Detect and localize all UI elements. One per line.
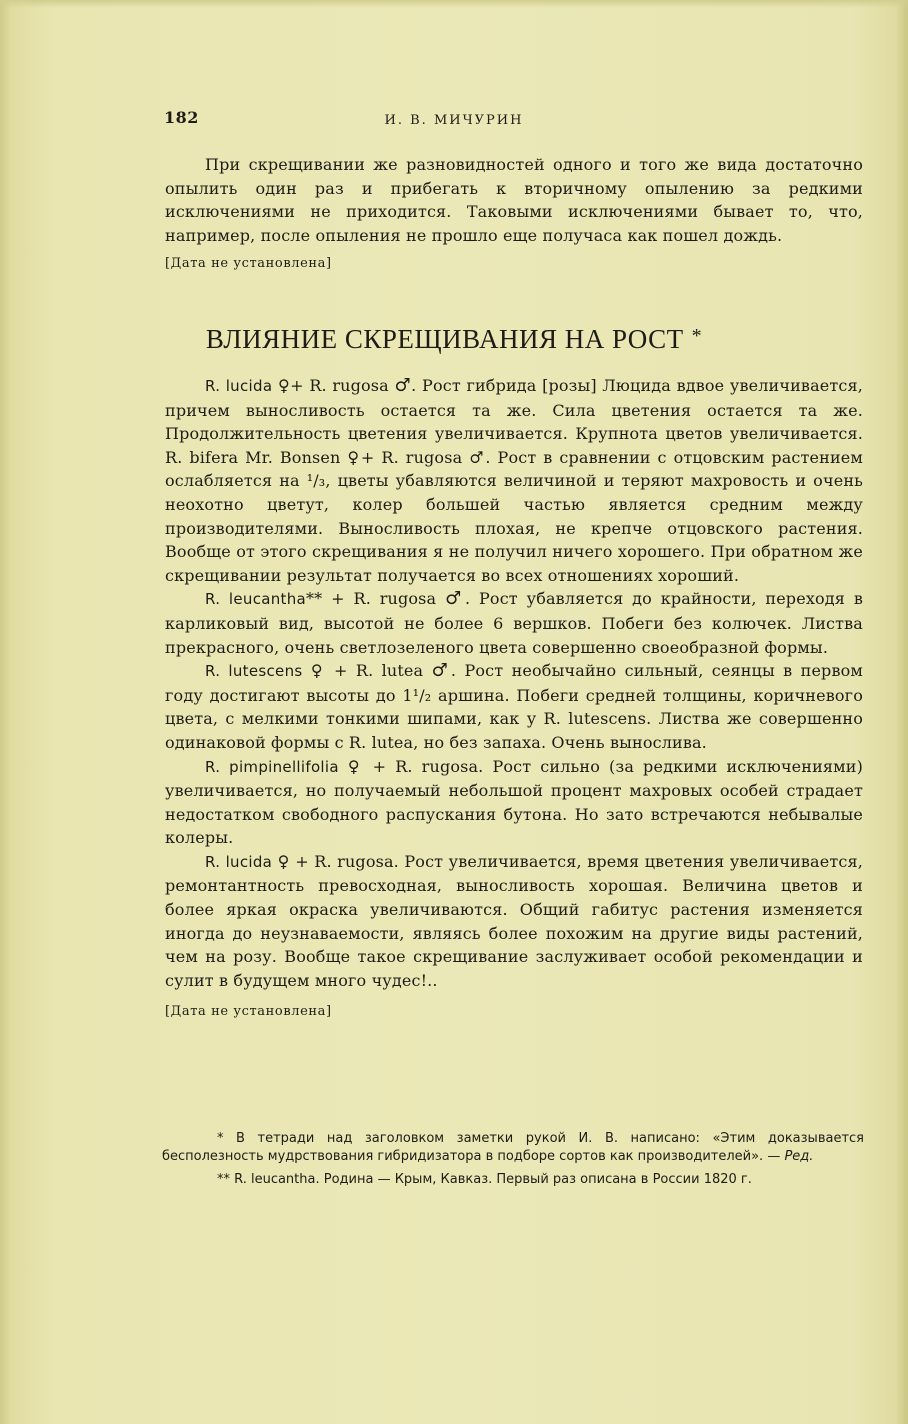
male-symbol: ♂ xyxy=(431,660,451,682)
cross-formula: ♀ + R. rugosa xyxy=(277,851,394,871)
male-symbol: ♂ xyxy=(445,588,465,610)
article-date-note: [Дата не установлена] xyxy=(165,1004,332,1020)
intro-section xyxy=(165,153,863,276)
footnote-1-editor: Ред. xyxy=(784,1148,814,1164)
page-number: 182 xyxy=(164,108,199,127)
intro-paragraph: При скрещивании же разновидностей одного и того же вида достаточно опылить один раз и прибегать к вторичному опылению за редкими исключениями не приходится. Таковыми исключениями бывает то, что, например, после опыления не прошло еще получаса как пошел дождь. xyxy=(165,155,863,245)
species-name: R. lucida xyxy=(205,852,273,871)
cross-formula: ♀ + R. lutea xyxy=(310,661,424,681)
cross-formula: ** + R. rugosa xyxy=(306,589,437,609)
footnote-1-text: * В тетради над заголовком заметки рукой И. В. написано: «Этим доказывается бесполезность мудрствования гибридизатора в подборе сортов как производителей». — xyxy=(162,1131,864,1164)
article-body xyxy=(165,374,863,1024)
title-footnote-mark: * xyxy=(691,325,703,347)
footnote-2: ** R. leucantha. Родина — Крым, Кавказ. Первый раз описана в России 1820 г. xyxy=(217,1172,752,1187)
page-edge-right xyxy=(896,0,908,1424)
male-symbol: ♂ xyxy=(394,375,412,396)
species-name: R. lutescens xyxy=(205,662,303,681)
page-edge-top xyxy=(0,0,908,8)
species-name: R. leucantha xyxy=(205,590,307,609)
running-head: И. В. МИЧУРИН xyxy=(384,113,524,128)
paragraph-text: . Рост убавляется до крайности, переходя в карликовый вид, высотой не более 6 вершков. Побеги без колючек. Листва прекрасного, очень светлозеленого цвета совершенно своеобразной формы. xyxy=(165,589,863,657)
cross-formula: ♀+ R. rugosa xyxy=(277,376,389,395)
article-paragraph xyxy=(165,850,863,993)
article-paragraph xyxy=(165,755,863,850)
footnotes xyxy=(162,1130,864,1189)
species-name: R. pimpinellifolia xyxy=(205,757,339,776)
article-paragraph xyxy=(165,587,863,659)
article-paragraph xyxy=(165,374,863,587)
paragraph-text: . Рост необычайно сильный, сеянцы в первом году достигают высоты до 1¹/₂ аршина. Побеги средней толщины, коричневого цвета, с мелкими тонкими шипами, как у R. lutescens. Листва же совершенно одинаковой формы с R. lutea, но без запаха. Очень вынослива. xyxy=(165,661,863,752)
footnote-1 xyxy=(162,1130,864,1165)
intro-date-note: [Дата не установлена] xyxy=(165,256,332,272)
paragraph-text: . Рост сильно (за редкими исключениями) увеличивается, но получаемый небольшой процент махровых особей страдает недостатком свободного распускания бутона. Но зато встречаются небывалые колеры. xyxy=(165,756,863,848)
species-name: R. lucida xyxy=(205,377,273,395)
page-edge-left xyxy=(0,0,10,1424)
paragraph-text: . Рост гибрида [розы] Люцида вдвое увеличивается, причем выносливость остается та же. Сила цветения остается та же. Продолжительность цветения увеличивается. Крупнота цветов увеличивается. R. bifera Mr. Bonsen ♀+ R. rugosa ♂. Рост в сравнении с отцовским растением ослабляется на ¹/₃, цветы убавляются величиной и теряют махровость и очень неохотно цветут, колер большей частью является средним между производителями. Выносливость плохая, не крепче отцовского растения. Вообще от этого скрещивания я не получил ничего хорошего. При обратном же скрещивании результат получается во всех отношениях хороший. xyxy=(165,376,863,585)
paragraph-text: . Рост увеличивается, время цветения увеличивается, ремонтантность превосходная, выносливость хорошая. Величина цветов и более яркая окраска увеличиваются. Общий габитус растения изменяется иногда до неузнаваемости, являясь более похожим на другие виды растений, чем на розу. Вообще такое скрещивание заслуживает особой рекомендации и сулит в будущем много чудес!.. xyxy=(165,851,863,990)
article-title-text: ВЛИЯНИЕ СКРЕЩИВАНИЯ НА РОСТ xyxy=(205,324,684,354)
cross-formula: ♀ + R. rugosa xyxy=(347,756,479,776)
article-paragraph xyxy=(165,659,863,754)
article-title xyxy=(0,324,908,355)
